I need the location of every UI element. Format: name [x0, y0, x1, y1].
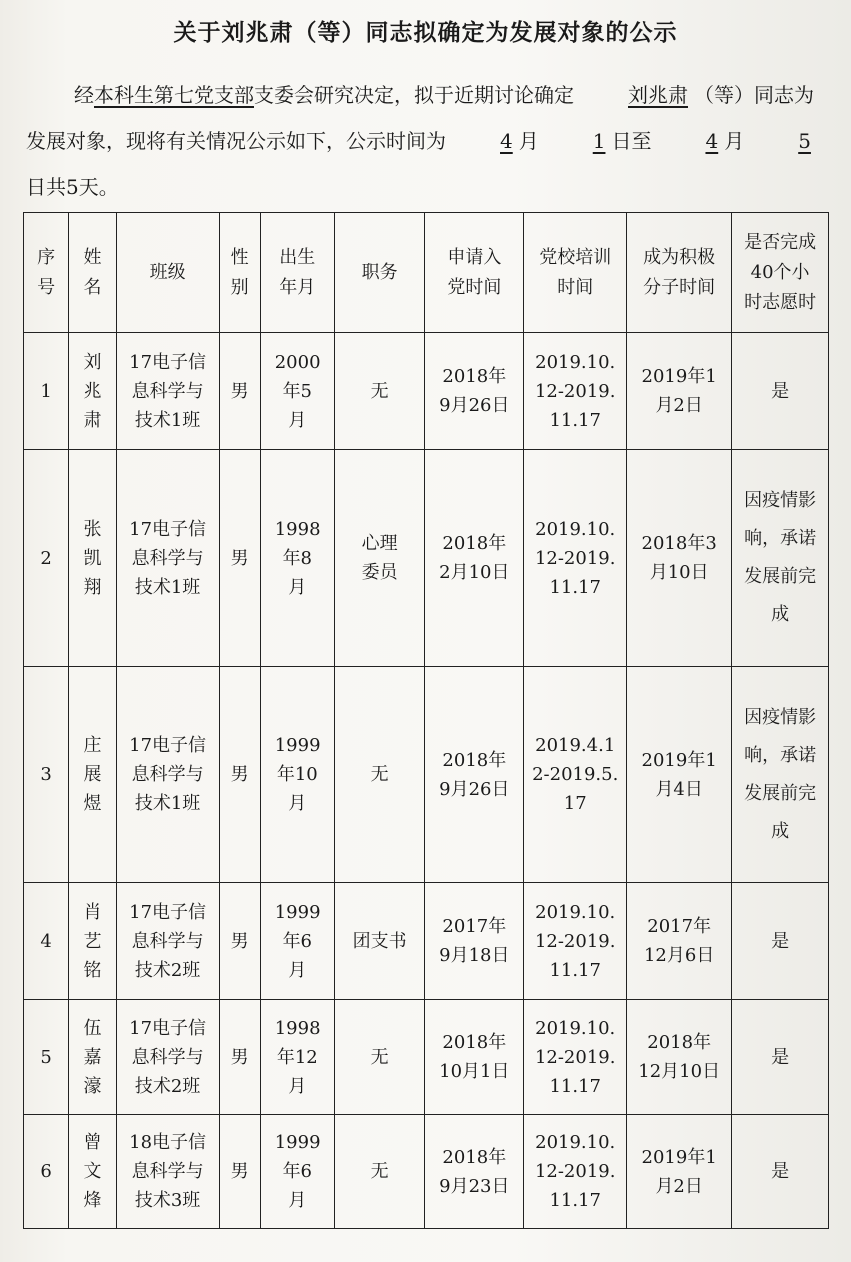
- cell-class: 17电子信息科学与技术2班: [116, 883, 219, 1000]
- cell-volunteer: 因疫情影响，承诺发展前完成: [732, 450, 829, 667]
- cell-index: 1: [24, 333, 69, 450]
- table-row: [24, 883, 829, 1000]
- table-row: [24, 333, 829, 450]
- cell-position: 无: [334, 667, 425, 883]
- table-header-row: [24, 213, 829, 333]
- cell-volunteer: 是: [732, 333, 829, 450]
- cell-apply: 2018年9月26日: [425, 667, 524, 883]
- branch-name: 本科生第七党支部: [94, 83, 254, 107]
- intro-text: 日共: [26, 175, 66, 199]
- cell-training: 2019.10.12-2019.11.17: [524, 450, 627, 667]
- cell-training: 2019.10.12-2019.11.17: [524, 1115, 627, 1229]
- header-class: 班级: [116, 213, 219, 333]
- cell-index: 4: [24, 883, 69, 1000]
- cell-gender: 男: [219, 1115, 260, 1229]
- start-month: 4: [500, 129, 513, 153]
- cell-birth: 1999年6月: [260, 1115, 334, 1229]
- cell-position: 无: [334, 1115, 425, 1229]
- cell-activist: 2017年12月6日: [627, 883, 732, 1000]
- cell-name: 曾文烽: [69, 1115, 116, 1229]
- cell-index: 5: [24, 1000, 69, 1115]
- intro-text: 支委会研究决定，拟于近期讨论确定: [254, 83, 574, 107]
- cell-index: 2: [24, 450, 69, 667]
- cell-class: 17电子信息科学与技术2班: [116, 1000, 219, 1115]
- cell-position: 无: [334, 333, 425, 450]
- cell-gender: 男: [219, 883, 260, 1000]
- header-birth: 出生年月: [260, 213, 334, 333]
- cell-position: 无: [334, 1000, 425, 1115]
- cell-training: 2019.10.12-2019.11.17: [524, 333, 627, 450]
- cell-class: 17电子信息科学与技术1班: [116, 450, 219, 667]
- end-month: 4: [705, 129, 719, 153]
- cell-gender: 男: [219, 1000, 260, 1115]
- cell-activist: 2019年1月4日: [627, 667, 732, 883]
- cell-training: 2019.10.12-2019.11.17: [524, 1000, 627, 1115]
- cell-birth: 1998年12月: [260, 1000, 334, 1115]
- cell-gender: 男: [219, 450, 260, 667]
- intro-text: 天。: [78, 175, 119, 199]
- cell-apply: 2018年2月10日: [425, 450, 524, 667]
- cell-training: 2019.10.12-2019.11.17: [524, 883, 627, 1000]
- cell-volunteer: 是: [732, 1000, 829, 1115]
- table-row: [24, 450, 829, 667]
- cell-volunteer: 因疫情影响，承诺发展前完成: [732, 667, 829, 883]
- cell-apply: 2018年9月23日: [425, 1115, 524, 1229]
- cell-name: 伍嘉濠: [69, 1000, 116, 1115]
- cell-birth: 1998年8月: [260, 450, 334, 667]
- cell-gender: 男: [219, 667, 260, 883]
- cell-index: 6: [24, 1115, 69, 1229]
- cell-class: 17电子信息科学与技术1班: [116, 333, 219, 450]
- page-title: 关于刘兆肃（等）同志拟确定为发展对象的公示: [173, 20, 678, 46]
- cell-birth: 1999年10月: [260, 667, 334, 883]
- cell-apply: 2018年10月1日: [425, 1000, 524, 1115]
- start-day: 1: [592, 129, 606, 153]
- cell-birth: 1999年6月: [260, 883, 334, 1000]
- cell-apply: 2018年9月26日: [425, 333, 524, 450]
- candidate-name: 刘兆肃: [628, 83, 688, 107]
- intro-text: （等）同志为发展对象，现将有关情况公示如下，公示时间为: [26, 83, 814, 153]
- header-training: 党校培训时间: [524, 213, 627, 333]
- table-row: [24, 667, 829, 883]
- cell-name: 庄展煜: [69, 667, 116, 883]
- header-position: 职务: [334, 213, 425, 333]
- header-volunteer: 是否完成40个小时志愿时: [732, 213, 829, 333]
- cell-birth: 2000年5月: [260, 333, 334, 450]
- total-days: 5: [66, 175, 79, 199]
- header-gender: 性别: [219, 213, 260, 333]
- cell-name: 肖艺铭: [69, 883, 116, 1000]
- cell-index: 3: [24, 667, 69, 883]
- intro-text: 经: [74, 83, 94, 107]
- cell-class: 18电子信息科学与技术3班: [116, 1115, 219, 1229]
- candidates-table: [23, 212, 829, 1229]
- cell-gender: 男: [219, 333, 260, 450]
- cell-volunteer: 是: [732, 883, 829, 1000]
- table-row: [24, 1115, 829, 1229]
- cell-activist: 2019年1月2日: [627, 333, 732, 450]
- cell-name: 张凯翔: [69, 450, 116, 667]
- cell-activist: 2018年3月10日: [627, 450, 732, 667]
- cell-name: 刘兆肃: [69, 333, 116, 450]
- header-name: 姓名: [69, 213, 116, 333]
- intro-text: 月: [724, 129, 745, 153]
- header-activist: 成为积极分子时间: [627, 213, 732, 333]
- cell-position: 团支书: [334, 883, 425, 1000]
- end-day: 5: [798, 129, 811, 153]
- intro-text: 月: [518, 129, 539, 153]
- intro-paragraph: [26, 72, 826, 210]
- cell-training: 2019.4.12-2019.5.17: [524, 667, 627, 883]
- table-row: [24, 1000, 829, 1115]
- cell-activist: 2018年12月10日: [627, 1000, 732, 1115]
- cell-position: 心理委员: [334, 450, 425, 667]
- cell-activist: 2019年1月2日: [627, 1115, 732, 1229]
- header-index: 序号: [24, 213, 69, 333]
- cell-class: 17电子信息科学与技术1班: [116, 667, 219, 883]
- header-apply: 申请入党时间: [425, 213, 524, 333]
- cell-volunteer: 是: [732, 1115, 829, 1229]
- cell-apply: 2017年9月18日: [425, 883, 524, 1000]
- intro-text: 日至: [611, 129, 652, 153]
